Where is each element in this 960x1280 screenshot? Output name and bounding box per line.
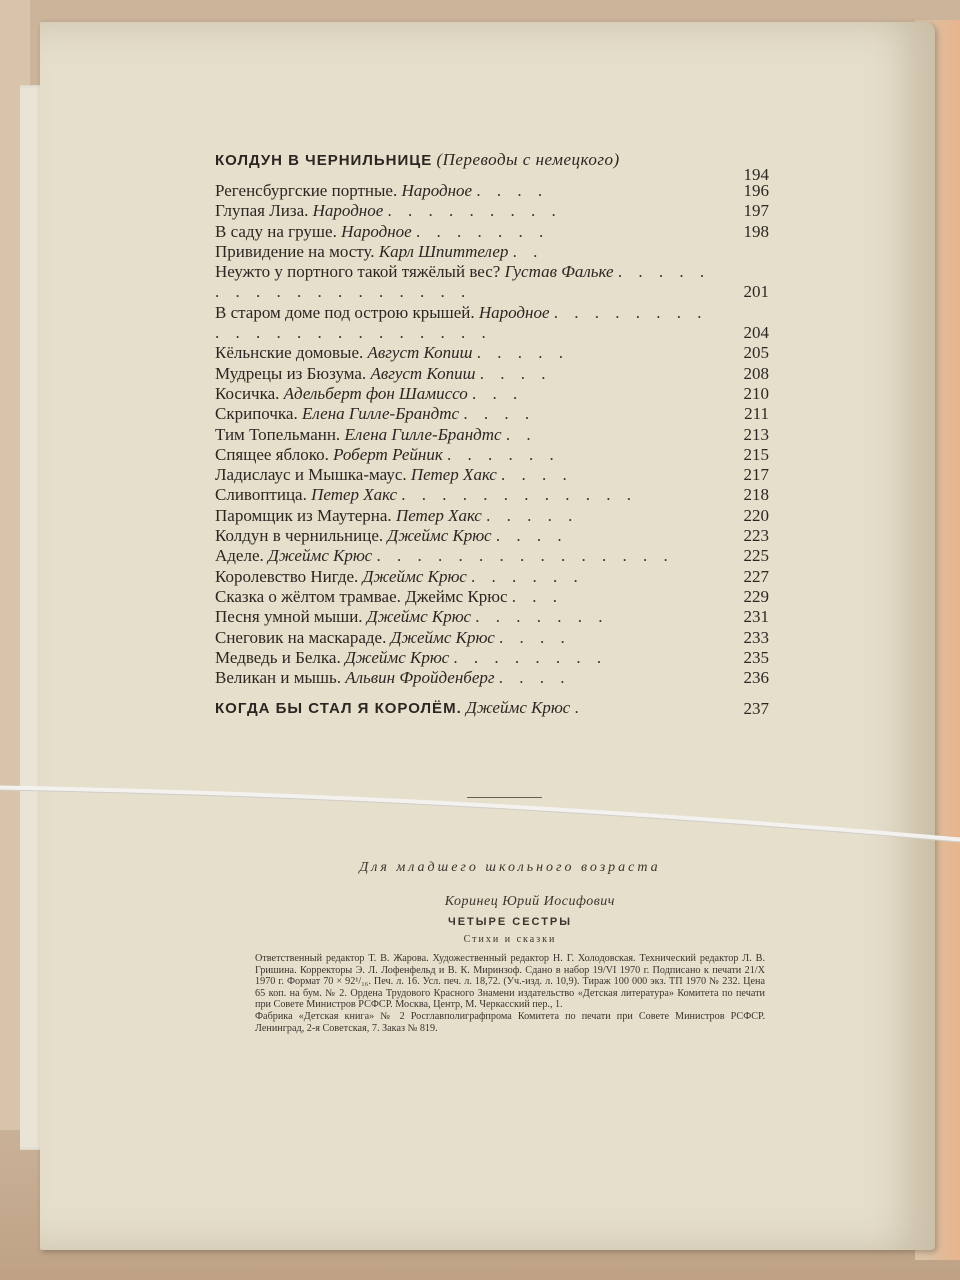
entry-page-number: 227 xyxy=(743,566,769,586)
entry-page-number: 213 xyxy=(743,424,769,444)
entry-leader-dots: . . . . . . . . . . . . . . . . . . . . . . xyxy=(215,302,708,343)
entry-title: Тим Топельманн. xyxy=(215,424,341,444)
entry-leader-dots: . . . . xyxy=(499,627,571,647)
entry-author: Народное xyxy=(312,201,384,221)
toc-entry xyxy=(215,222,775,242)
entry-leader-dots: . . . . . . . . . xyxy=(387,201,562,221)
entry-page-number: 220 xyxy=(743,505,769,525)
entry-title: Кёльнские домовые. xyxy=(215,343,364,363)
toc-entry xyxy=(215,384,775,404)
entry-page-number: 208 xyxy=(743,363,769,383)
credits-text: Ответственный редактор Т. В. Жарова. Художественный редактор Н. Г. Холодовская. Технический редактор Л. В. Гришина. Корректоры Э. Л. Лофенфельд и В. К. Миринзоф. Сдано в набор 19/VI 1970 г. Подписано к печати 21/X 1970 г. Формат 70 × 92¹/₁₆. Печ. л. 16. Усл. печ. л. 18,72. (Уч.-изд. л. 10,9). Тираж 100 000 экз. ТП 1970 № 232. Цена 65 коп. на бум. № 2. Ордена Трудового Красного Знамени издательство «Детская литература» Комитета по печати при Совете Министров РСФСР. Москва, Центр, М. Черкасский пер., 1. xyxy=(255,953,765,1011)
entry-author: Альвин Фройденберг xyxy=(345,668,495,688)
entry-author: Август Копиш xyxy=(367,343,473,363)
entry-page-number: 218 xyxy=(743,485,769,505)
toc-entry xyxy=(215,587,775,607)
table-of-contents xyxy=(215,150,775,720)
toc-entry xyxy=(215,526,775,546)
entry-title: Снеговик на маскараде. xyxy=(215,627,387,647)
entry-page-number: 196 xyxy=(743,181,769,200)
entry-author: Петер Хакс xyxy=(395,505,482,525)
entry-leader-dots: . . . . xyxy=(498,668,571,688)
toc-entry xyxy=(215,485,775,505)
entry-author: Джеймс Крюс xyxy=(390,627,495,647)
book-title: ЧЕТЫРЕ СЕСТРЫ xyxy=(447,916,573,928)
entry-page-number: 217 xyxy=(743,465,769,485)
entry-leader-dots: . . . xyxy=(472,383,524,403)
entry-title: Песня умной мыши. xyxy=(215,607,363,627)
entry-page-number: 204 xyxy=(743,323,769,343)
entry-title: В старом доме под острою крышей. xyxy=(215,302,475,322)
entry-leader-dots: . . . . xyxy=(463,404,536,424)
toc-entry xyxy=(215,567,775,587)
entry-leader-dots: . . . . xyxy=(479,363,552,383)
entry-page-number: 198 xyxy=(743,221,769,241)
toc-entry xyxy=(215,628,775,648)
toc-entry xyxy=(215,242,775,262)
section-page-number: 194 xyxy=(743,164,769,184)
entry-author: Народное xyxy=(401,181,473,200)
entry-page-number: 236 xyxy=(743,668,769,688)
entry-author: Петер Хакс xyxy=(311,485,398,505)
entry-author: Джеймс Крюс xyxy=(344,647,450,667)
entry-author: Народное xyxy=(341,221,412,241)
toc-entry xyxy=(215,303,775,344)
entry-page-number: 229 xyxy=(743,586,769,606)
entry-author: Адельберт фон Шамиссо xyxy=(283,383,468,403)
entry-title: Привидение на мосту. xyxy=(215,241,375,261)
entry-leader-dots: . . . . . . . xyxy=(415,221,550,241)
entry-leader-dots: . . . . . xyxy=(486,505,579,525)
toc-entry xyxy=(215,445,775,465)
entry-title: Регенсбургские портные. xyxy=(215,181,398,200)
toc-entry xyxy=(215,648,775,668)
toc-entry xyxy=(215,465,775,485)
entry-title: Паромщик из Маутерна. xyxy=(215,505,392,525)
entry-title: Спящее яблоко. xyxy=(215,444,329,464)
entry-title: Аделе. xyxy=(215,546,264,566)
toc-entry xyxy=(215,607,775,627)
entry-author: Елена Гилле-Брандтс xyxy=(344,424,502,444)
entry-leader-dots: . . . . xyxy=(476,181,549,200)
age-group: Для младшего школьного возраста xyxy=(359,860,661,875)
entry-title: Сливоптица. xyxy=(215,485,307,505)
entry-leader-dots: . . . . xyxy=(501,465,573,485)
entry-leader-dots: . . . . . . . . . . . . . . . . . . xyxy=(215,262,711,302)
author-name: Коринец Юрий Иосифович xyxy=(444,894,615,909)
entry-page-number: 235 xyxy=(743,647,769,667)
entry-page-number: 225 xyxy=(743,546,769,566)
factory-text: Фабрика «Детская книга» № 2 Росглавполиграфпрома Комитета по печати при Совете Министров РСФСР. Ленинград, 2-я Советская, 7. Заказ № 819. xyxy=(255,1010,765,1034)
toc-entry xyxy=(215,506,775,526)
entry-title: Ладислаус и Мышка-маус. xyxy=(215,465,407,485)
toc-entry xyxy=(215,668,775,688)
entry-title: Косичка. xyxy=(215,383,280,403)
entry-page-number: 211 xyxy=(744,404,769,424)
entry-page-number: 205 xyxy=(743,343,769,363)
toc-entry xyxy=(215,546,775,566)
entry-author: Петер Хакс xyxy=(410,465,497,485)
entry-leader-dots: . . . xyxy=(511,586,564,606)
entry-author: Август Копиш xyxy=(370,363,476,383)
entry-title: Скрипочка. xyxy=(215,404,298,424)
section-title: КОЛДУН В ЧЕРНИЛЬНИЦЕ xyxy=(215,152,433,169)
entry-title: Глупая Лиза. xyxy=(215,201,309,221)
entry-author: Джеймс Крюс xyxy=(387,526,492,546)
entry-author: Густав Фальке xyxy=(504,262,614,282)
entry-title: Мудрецы из Бюзума. xyxy=(215,363,367,383)
entry-leader-dots: . . . . . . . xyxy=(475,607,609,627)
section-subtitle: (Переводы с немецкого) xyxy=(436,150,620,169)
toc-section-last xyxy=(215,698,775,719)
entry-title: Королевство Нигде. xyxy=(215,566,359,586)
book-subtitle: Стихи и сказки xyxy=(463,934,557,945)
entry-leader-dots: . xyxy=(574,698,585,718)
entry-leader-dots: . . . . . . xyxy=(447,444,560,464)
entry-leader-dots: . . . . . . xyxy=(471,566,584,586)
entry-author: Елена Гилле-Брандтс xyxy=(301,404,460,424)
entry-leader-dots: . . xyxy=(505,424,537,444)
toc-section-main xyxy=(215,150,775,176)
toc-entry xyxy=(215,364,775,384)
toc-entry xyxy=(215,343,775,363)
toc-entry xyxy=(215,425,775,445)
entry-author: Джеймс Крюс xyxy=(268,546,373,566)
entry-page-number: 210 xyxy=(743,383,769,403)
entry-leader-dots: . . . . . . . . . . . . . . . xyxy=(376,546,674,566)
entry-leader-dots: . . . . . xyxy=(476,343,569,363)
entry-page-number: 197 xyxy=(743,201,769,221)
entry-title: Великан и мышь. xyxy=(215,668,341,688)
credits xyxy=(255,953,765,1034)
entry-page-number: 231 xyxy=(743,607,769,627)
entry-title: В саду на груше. xyxy=(215,221,337,241)
entry-leader-dots: . . . . . . . . . . . . xyxy=(401,485,638,505)
entry-page-number: 215 xyxy=(743,444,769,464)
entry-author: Народное xyxy=(478,302,550,322)
entry-page-number: 237 xyxy=(743,699,769,719)
entry-leader-dots: . . . . xyxy=(495,526,568,546)
elastic-string xyxy=(0,780,960,850)
section-title: КОГДА БЫ СТАЛ Я КОРОЛЁМ. xyxy=(215,700,462,718)
entry-page-number: 201 xyxy=(743,282,769,302)
toc-entry xyxy=(215,201,775,221)
entry-leader-dots: . . . . . . . . xyxy=(453,647,608,667)
entry-page-number: 223 xyxy=(743,526,769,546)
toc-entry xyxy=(215,262,775,303)
entry-page-number: 233 xyxy=(743,627,769,647)
entry-author: Джеймс Крюс xyxy=(466,698,571,718)
entry-title: Медведь и Белка. xyxy=(215,647,341,667)
entry-title: Сказка о жёлтом трамвае. Джеймс Крюс xyxy=(215,586,508,606)
imprint xyxy=(255,860,765,1034)
entry-author: Карл Шпиттелер xyxy=(378,241,509,261)
entry-title: Колдун в чернильнице. xyxy=(215,526,384,546)
entry-author: Роберт Рейник xyxy=(333,444,443,464)
entry-author: Джеймс Крюс xyxy=(362,566,467,586)
entry-leader-dots: . . xyxy=(512,241,544,261)
entry-title: Неужто у портного такой тяжёлый вес? xyxy=(215,262,501,282)
toc-entry xyxy=(215,404,775,424)
entry-author: Джеймс Крюс xyxy=(366,607,472,627)
toc-entries xyxy=(215,181,775,688)
toc-entry xyxy=(215,181,775,201)
